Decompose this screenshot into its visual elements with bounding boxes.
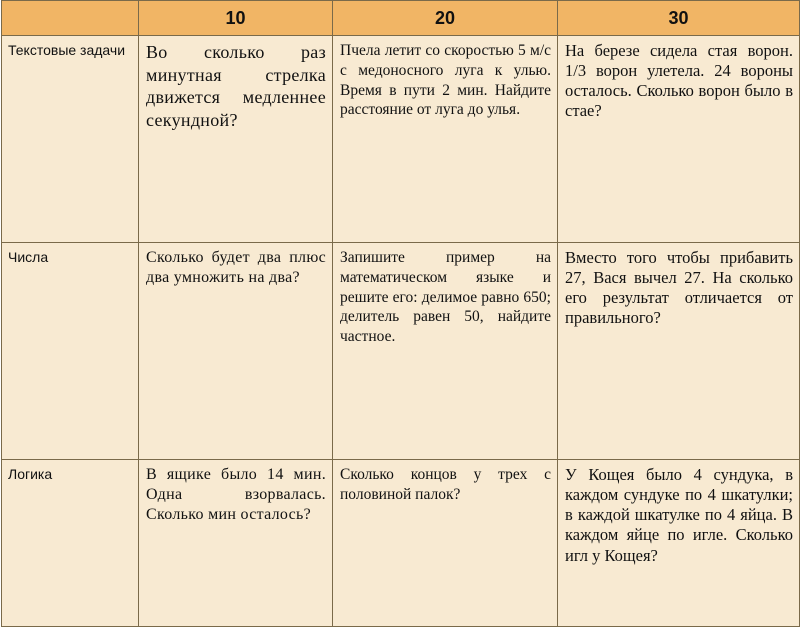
quiz-table [1,0,800,627]
column-header-30: 30 [558,1,800,36]
table-row [2,36,800,243]
question-cell: Пчела летит со скоростью 5 м/с с медоносного луга к улью. Время в пути 2 мин. Найдите расстояние от луга до улья. [333,36,558,243]
question-cell: В ящике было 14 мин. Одна взорвалась. Сколько мин осталось? [139,460,333,627]
question-cell: Во сколько раз минутная стрелка движется медленнее секундной? [139,36,333,243]
category-cell: Числа [2,243,139,460]
question-cell: У Кощея было 4 сундука, в каждом сундуке по 4 шкатулки; в каждой шкатулке по 4 яйца. В каждом яйце по игле. Сколько игл у Кощея? [558,460,800,627]
column-header-10: 10 [139,1,333,36]
column-header-20: 20 [333,1,558,36]
question-cell: Запишите пример на математическом языке и решите его: делимое равно 650; делитель равен 50, найдите частное. [333,243,558,460]
header-corner [2,1,139,36]
question-cell: Сколько будет два плюс два умножить на два? [139,243,333,460]
table-row [2,460,800,627]
question-cell: Вместо того чтобы прибавить 27, Вася вычел 27. На сколько его результат отличается от правильного? [558,243,800,460]
table-row [2,243,800,460]
category-cell: Текстовые задачи [2,36,139,243]
question-cell: На березе сидела стая ворон. 1/3 ворон улетела. 24 вороны осталось. Сколько ворон было в стае? [558,36,800,243]
category-cell: Логика [2,460,139,627]
question-cell: Сколько концов у трех с половиной палок? [333,460,558,627]
header-row [2,1,800,36]
